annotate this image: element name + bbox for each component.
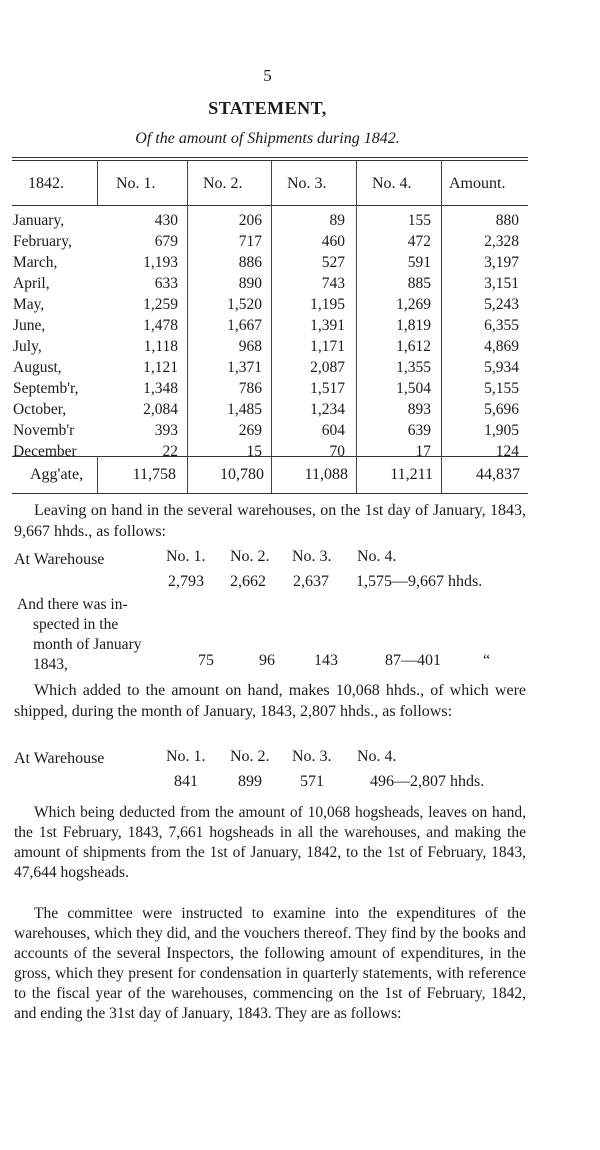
month-label: July, (13, 338, 42, 355)
aggregate-no2: 10,780 (220, 466, 264, 483)
table-cell: 1,391 (310, 317, 345, 334)
warehouse-value-no1: 2,793 (168, 573, 204, 590)
table-cell: 269 (238, 422, 262, 439)
table-cell: 1,259 (143, 296, 178, 313)
paragraph-added-to-amount (14, 680, 526, 722)
warehouse-header-no4: No. 4. (357, 548, 397, 565)
inspected-value-no1: 75 (198, 652, 214, 669)
table-cell: 430 (154, 212, 178, 229)
warehouse-header-no4: No. 4. (357, 748, 397, 765)
table-cell: 639 (407, 422, 431, 439)
table-cell: 893 (407, 401, 431, 418)
table-cell: 1,195 (310, 296, 345, 313)
table-cell: 1,485 (227, 401, 262, 418)
table-cell: 2,084 (143, 401, 178, 418)
table-cell: 460 (321, 233, 345, 250)
inspected-value-no3: 143 (314, 652, 338, 669)
table-cell: 1,234 (310, 401, 345, 418)
table-cell: 1,171 (310, 338, 345, 355)
table-cell: 968 (238, 338, 262, 355)
table-cell: 1,371 (227, 359, 262, 376)
table-cell: 743 (321, 275, 345, 292)
month-label: May, (13, 296, 45, 313)
table-cell: 1,504 (396, 380, 431, 397)
table-cell: 2,328 (484, 233, 519, 250)
inspected-value-no2: 96 (259, 652, 275, 669)
page-number: 5 (263, 66, 272, 85)
month-label: Novemb'r (13, 422, 75, 439)
aggregate-amount: 44,837 (476, 466, 520, 483)
table-cell: 890 (238, 275, 262, 292)
table-cell: 1,478 (143, 317, 178, 334)
table-cell: 880 (495, 212, 519, 229)
month-label: December (13, 443, 77, 460)
warehouse-header-no2: No. 2. (230, 748, 270, 765)
paragraph-leaving-on-hand (14, 500, 526, 542)
table-cell: 1,667 (227, 317, 262, 334)
inspected-line: month of January (33, 636, 142, 653)
table-cell: 633 (154, 275, 178, 292)
paragraph-text: Leaving on hand in the several warehouses, on the 1st day of January, 1843, 9,667 hhds., as follows: (14, 502, 526, 540)
warehouse-header-no2: No. 2. (230, 548, 270, 565)
table-cell: 1,269 (396, 296, 431, 313)
statement-title: STATEMENT, (208, 98, 327, 118)
table-top-rule-double (12, 160, 528, 161)
warehouse-header-no3: No. 3. (292, 548, 332, 565)
statement-subtitle: Of the amount of Shipments during 1842. (135, 130, 400, 147)
month-label: March, (13, 254, 58, 271)
table-cell: 1,520 (227, 296, 262, 313)
inspected-value-no4: 87—401 (385, 652, 441, 669)
warehouse-header-no1: No. 1. (166, 748, 206, 765)
table-cell: 206 (238, 212, 262, 229)
table-cell: 155 (407, 212, 431, 229)
paragraph-committee (14, 904, 526, 1024)
table-cell: 4,869 (484, 338, 519, 355)
month-column (13, 210, 78, 462)
table-cell: 5,934 (484, 359, 519, 376)
table-cell: 89 (329, 212, 345, 229)
table-bottom-rule (12, 493, 528, 494)
table-cell: 1,819 (396, 317, 431, 334)
amount-column (442, 210, 519, 462)
col-header-no3: No. 3. (287, 175, 327, 192)
month-label: October, (13, 401, 67, 418)
no1-column (100, 210, 178, 462)
table-cell: 5,243 (484, 296, 519, 313)
inspected-label (17, 595, 141, 675)
table-cell: 22 (162, 443, 178, 460)
table-cell: 15 (246, 443, 262, 460)
paragraph-text: Which being deducted from the amount of 10,068 hogsheads, leaves on hand, the 1st February, 1843, 7,661 hogsheads in all the warehouses, and making the amount of shipments from the 1st of January, 1842, to the 1st of February, 1843, 47,644 hogsheads. (14, 804, 526, 881)
table-cell: 5,696 (484, 401, 519, 418)
month-label: January, (13, 212, 65, 229)
table-cell: 886 (238, 254, 262, 271)
aggregate-label: Agg'ate, (30, 466, 84, 483)
table-cell: 17 (415, 443, 431, 460)
table-cell: 3,151 (484, 275, 519, 292)
col-header-no2: No. 2. (203, 175, 243, 192)
warehouse-value-no3: 571 (300, 773, 324, 790)
table-cell: 604 (321, 422, 345, 439)
col-divider (97, 456, 98, 493)
inspected-line: spected in the (33, 616, 119, 633)
table-cell: 472 (407, 233, 431, 250)
table-cell: 1,355 (396, 359, 431, 376)
table-cell: 1,193 (143, 254, 178, 271)
inspected-line: 1843, (33, 656, 68, 673)
table-cell: 1,517 (310, 380, 345, 397)
warehouse-value-no4: 496—2,807 hhds. (370, 773, 485, 790)
paragraph-text: Which added to the amount on hand, makes 10,068 hhds., of which were shipped, during the month of January, 1843, 2,807 hhds., as follows: (14, 682, 526, 720)
no4-column (357, 210, 431, 462)
warehouse-value-no3: 2,637 (293, 573, 329, 590)
table-cell: 527 (321, 254, 345, 271)
table-cell: 591 (407, 254, 431, 271)
month-label: April, (13, 275, 50, 292)
table-cell: 885 (407, 275, 431, 292)
table-cell: 1,612 (396, 338, 431, 355)
col-header-no4: No. 4. (372, 175, 412, 192)
warehouse-label: At Warehouse (14, 551, 105, 568)
aggregate-no4: 11,211 (390, 466, 433, 483)
paragraph-text: The committee were instructed to examine into the expenditures of the warehouses, which they did, and the vouchers thereof. They find by the books and accounts of the several Inspectors, the following amount of expenditures, in the gross, which they present for condensation in quarterly statements, with reference to the fiscal year of the warehouses, commencing on the 1st of February, 1842, and ending the 31st day of January, 1843. They are as follows: (14, 905, 526, 1022)
col-divider (97, 161, 98, 205)
col-header-amount: Amount. (449, 175, 506, 192)
no2-column (188, 210, 262, 462)
warehouse-value-no2: 2,662 (230, 573, 266, 590)
warehouse-value-no4: 1,575—9,667 hhds. (356, 573, 483, 590)
table-cell: 1,348 (143, 380, 178, 397)
table-cell: 786 (238, 380, 262, 397)
table-cell: 3,197 (484, 254, 519, 271)
inspected-line: And there was in- (17, 596, 128, 613)
month-label: August, (13, 359, 62, 376)
month-label: June, (13, 317, 46, 334)
table-cell: 6,355 (484, 317, 519, 334)
month-label: Septemb'r, (13, 380, 79, 397)
header-bottom-rule (12, 205, 528, 206)
table-cell: 2,087 (310, 359, 345, 376)
table-top-rule (12, 157, 528, 158)
no3-column (272, 210, 345, 462)
table-cell: 717 (238, 233, 262, 250)
col-header-year: 1842. (28, 175, 64, 192)
table-cell: 679 (154, 233, 178, 250)
table-cell: 124 (495, 443, 519, 460)
table-cell: 393 (154, 422, 178, 439)
warehouse-header-no1: No. 1. (166, 548, 206, 565)
warehouse-value-no2: 899 (238, 773, 262, 790)
table-cell: 1,121 (143, 359, 178, 376)
warehouse-header-no3: No. 3. (292, 748, 332, 765)
aggregate-no1: 11,758 (132, 466, 176, 483)
col-header-no1: No. 1. (116, 175, 156, 192)
table-cell: 70 (329, 443, 345, 460)
month-label: February, (13, 233, 72, 250)
warehouse-label: At Warehouse (14, 750, 105, 767)
ditto-mark: “ (483, 652, 491, 669)
aggregate-no3: 11,088 (304, 466, 348, 483)
table-cell: 5,155 (484, 380, 519, 397)
paragraph-deducted (14, 803, 526, 883)
table-cell: 1,905 (484, 422, 519, 439)
table-cell: 1,118 (143, 338, 178, 355)
warehouse-value-no1: 841 (174, 773, 198, 790)
